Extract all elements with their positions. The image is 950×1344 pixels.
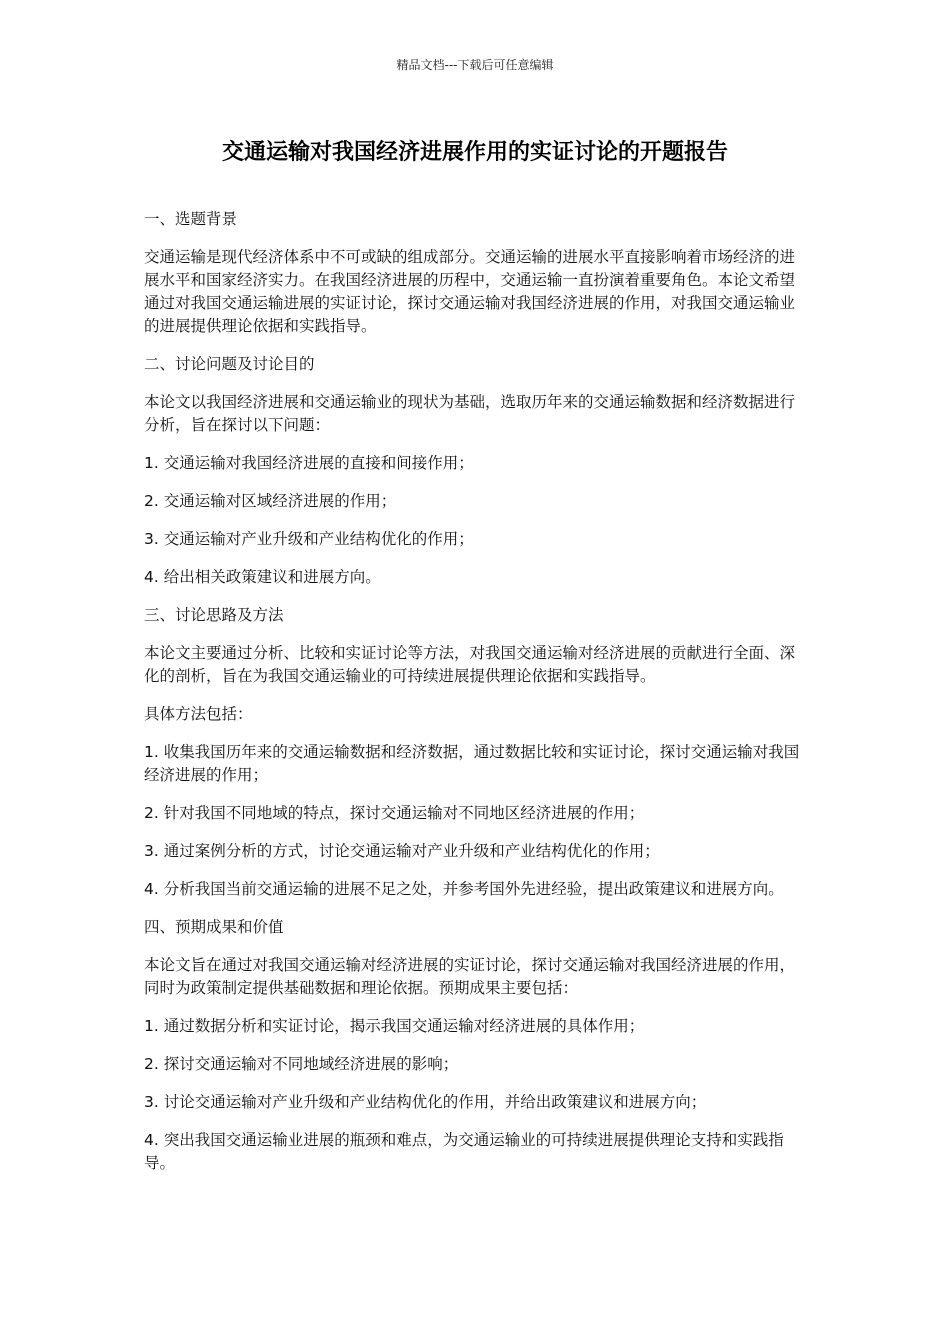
list-item: 3. 交通运输对产业升级和产业结构优化的作用； — [144, 530, 474, 548]
list-item: 2. 探讨交通运输对不同地域经济进展的影响； — [144, 1055, 459, 1073]
list-item: 1. 收集我国历年来的交通运输数据和经济数据，通过数据比较和实证讨论，探讨交通运输对我国经济进展的作用； — [144, 743, 800, 784]
paragraph: 具体方法包括： — [144, 705, 253, 723]
list-item: 4. 突出我国交通运输业进展的瓶颈和难点，为交通运输业的可持续进展提供理论支持和实践指导。 — [144, 1131, 784, 1172]
list-item: 4. 给出相关政策建议和进展方向。 — [144, 568, 381, 586]
document-title: 交通运输对我国经济进展作用的实证讨论的开题报告 — [221, 140, 728, 165]
section-heading: 二、讨论问题及讨论目的 — [144, 355, 315, 373]
paragraph: 本论文主要通过分析、比较和实证讨论等方法，对我国交通运输对经济进展的贡献进行全面、深化的剖析，旨在为我国交通运输业的可持续进展提供理论依据和实践指导。 — [144, 644, 796, 685]
list-item: 1. 交通运输对我国经济进展的直接和间接作用； — [144, 454, 474, 472]
section-heading: 一、选题背景 — [144, 210, 238, 228]
paragraph: 交通运输是现代经济体系中不可或缺的组成部分。交通运输的进展水平直接影响着市场经济的进展水平和国家经济实力。在我国经济进展的历程中，交通运输一直扮演着重要角色。本论文希望通过对我国交通运输进展的实证讨论，探讨交通运输对我国经济进展的作用，对我国交通运输业的进展提供理论依据和实践指导。 — [144, 248, 796, 335]
list-item: 2. 交通运输对区域经济进展的作用； — [144, 492, 397, 510]
list-item: 2. 针对我国不同地域的特点，探讨交通运输对不同地区经济进展的作用； — [144, 804, 645, 822]
list-item: 1. 通过数据分析和实证讨论，揭示我国交通运输对经济进展的具体作用； — [144, 1017, 645, 1035]
section-heading: 三、讨论思路及方法 — [144, 606, 284, 624]
list-item: 3. 讨论交通运输对产业升级和产业结构优化的作用，并给出政策建议和进展方向； — [144, 1093, 707, 1111]
list-item: 3. 通过案例分析的方式，讨论交通运输对产业升级和产业结构优化的作用； — [144, 842, 660, 860]
document-body — [144, 208, 804, 1190]
list-item: 4. 分析我国当前交通运输的进展不足之处，并参考国外先进经验，提出政策建议和进展方向。 — [144, 880, 784, 898]
paragraph: 本论文以我国经济进展和交通运输业的现状为基础，选取历年来的交通运输数据和经济数据进行分析，旨在探讨以下问题： — [144, 393, 796, 434]
section-heading: 四、预期成果和价值 — [144, 918, 284, 936]
header-note: 精品文档---下载后可任意编辑 — [396, 58, 554, 72]
paragraph: 本论文旨在通过对我国交通运输对经济进展的实证讨论，探讨交通运输对我国经济进展的作用，同时为政策制定提供基础数据和理论依据。预期成果主要包括： — [144, 956, 796, 997]
